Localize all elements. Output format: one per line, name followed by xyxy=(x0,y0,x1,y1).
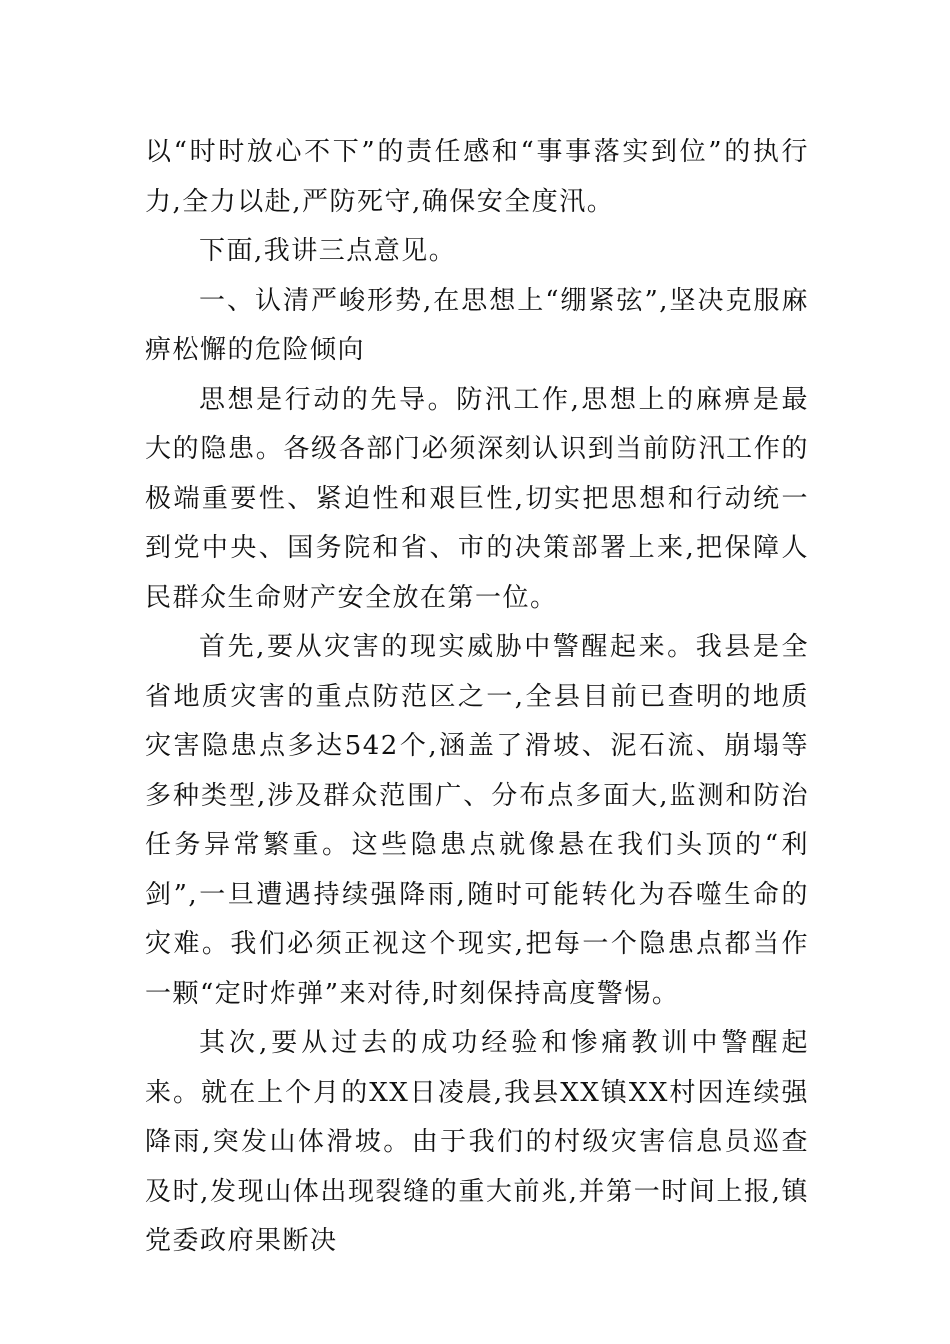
document-body xyxy=(145,128,809,1267)
paragraph-second-point: 其次,要从过去的成功经验和惨痛教训中警醒起来。就在上个月的XX日凌晨,我县XX镇XX村因连续强降雨,突发山体滑坡。由于我们的村级灾害信息员巡查及时,发现山体出现裂缝的重大前兆,并第一时间上报,镇党委政府果断决 xyxy=(145,1028,809,1256)
paragraph-first-point: 首先,要从灾害的现实威胁中警醒起来。我县是全省地质灾害的重点防范区之一,全县目前已查明的地质灾害隐患点多达542个,涵盖了滑坡、泥石流、崩塌等多种类型,涉及群众范围广、分布点多面大,监测和防治任务异常繁重。这些隐患点就像悬在我们头顶的“利剑”,一旦遭遇持续强降雨,随时可能转化为吞噬生命的灾难。我们必须正视这个现实,把每一个隐患点都当作一颗“定时炸弹”来对待,时刻保持高度警惕。 xyxy=(145,632,809,1009)
section-heading-1: 一、认清严峻形势,在思想上“绷紧弦”,坚决克服麻痹松懈的危险倾向 xyxy=(145,285,809,365)
paragraph-continuation: 以“时时放心不下”的责任感和“事事落实到位”的执行力,全力以赴,严防死守,确保安全度汛。 xyxy=(145,137,809,217)
paragraph-intro: 下面,我讲三点意见。 xyxy=(199,236,457,266)
paragraph-thinking: 思想是行动的先导。防汛工作,思想上的麻痹是最大的隐患。各级各部门必须深刻认识到当前防汛工作的极端重要性、紧迫性和艰巨性,切实把思想和行动统一到党中央、国务院和省、市的决策部署上来,把保障人民群众生命财产安全放在第一位。 xyxy=(145,384,809,613)
